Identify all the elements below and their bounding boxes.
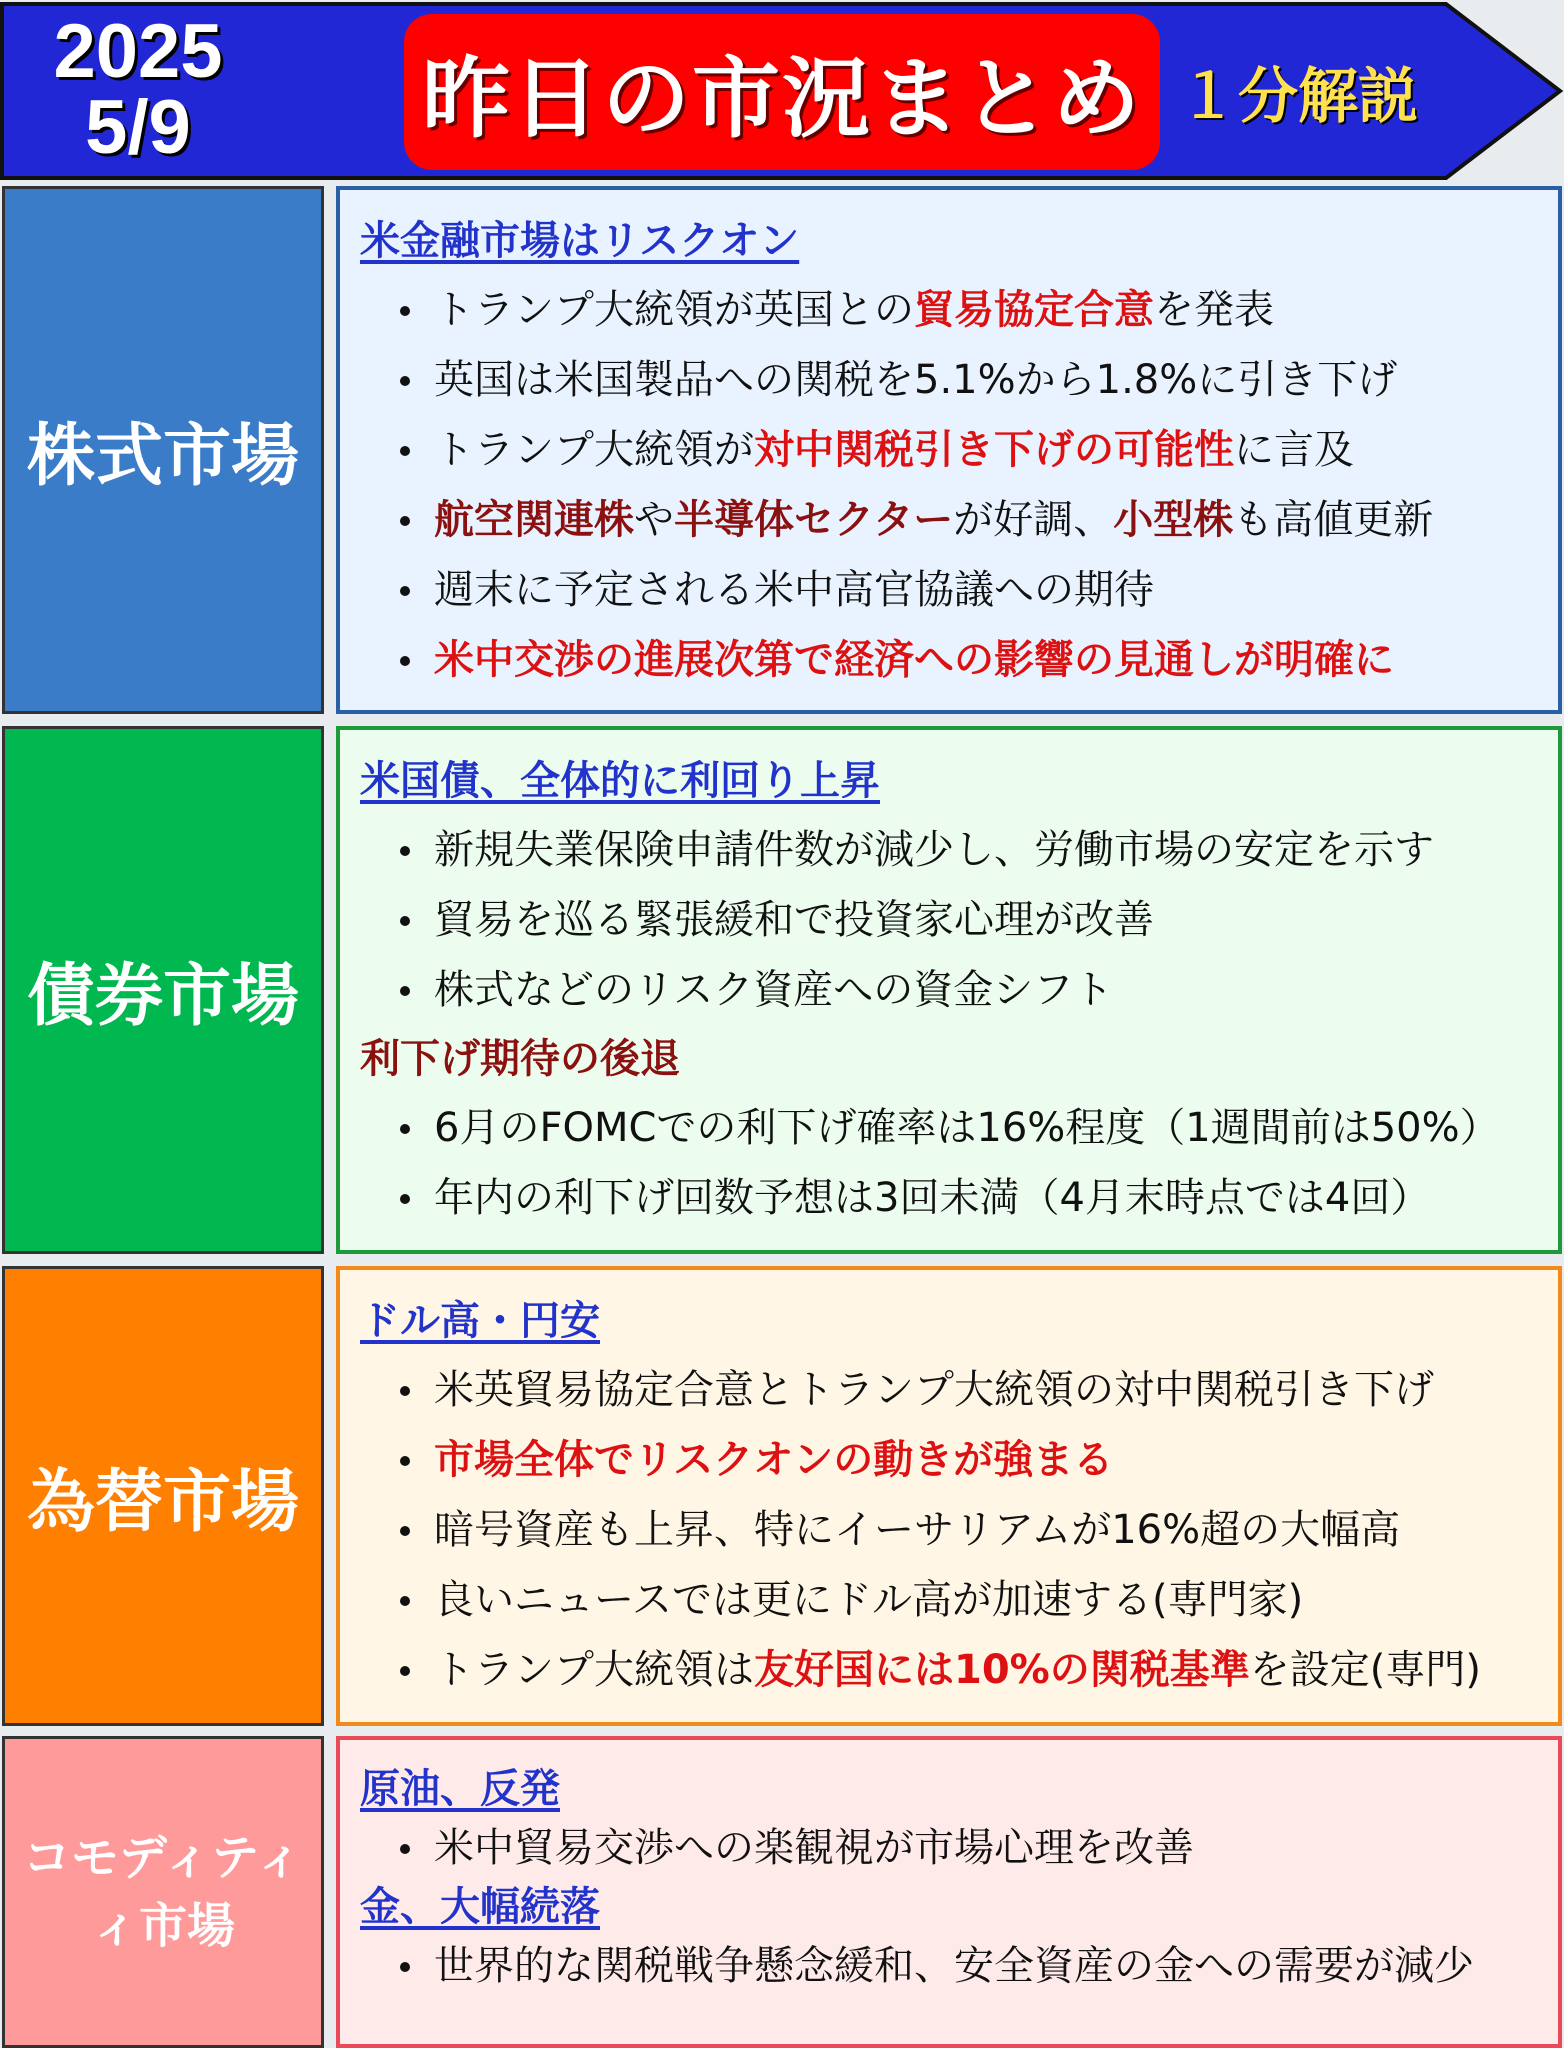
bond-content (336, 726, 1562, 1254)
commodity-label-line1: コモディティ (22, 1830, 304, 1886)
list-item: 週末に予定される米中高官協議への期待 (360, 562, 1538, 618)
bond-section (0, 726, 1564, 1254)
list-item: 新規失業保険申請件数が減少し、労働市場の安定を示す (360, 822, 1538, 878)
list-item: 暗号資産も上昇、特にイーサリアムが16%超の大幅高 (360, 1502, 1538, 1558)
list-item: 米英貿易協定合意とトランプ大統領の対中関税引き下げ (360, 1362, 1538, 1418)
list-item: 米中交渉の進展次第で経済への影響の見通しが明確に (360, 632, 1538, 688)
date-text: 5/9 (85, 85, 191, 170)
stock-heading: 米金融市場はリスクオン (360, 218, 800, 264)
stock-content (336, 186, 1562, 714)
date-block (18, 9, 258, 174)
fx-heading: ドル高・円安 (360, 1298, 600, 1344)
header-banner (0, 0, 1564, 182)
list-item: トランプ大統領が対中関税引き下げの可能性に言及 (360, 422, 1538, 478)
fx-label: 為替市場 (2, 1266, 324, 1726)
stock-label: 株式市場 (2, 186, 324, 714)
list-item: 年内の利下げ回数予想は3回未満（4月末時点では4回） (360, 1170, 1538, 1226)
stock-section (0, 186, 1564, 714)
bond-list-2 (360, 1100, 1538, 1226)
commodity-list (360, 1820, 1538, 1876)
commodity-heading: 原油、反発 (360, 1766, 560, 1812)
commodity-section (0, 1736, 1564, 2048)
bond-list (360, 822, 1538, 1018)
list-item: 世界的な関税戦争懸念緩和、安全資産の金への需要が減少 (360, 1938, 1538, 1994)
list-item: 米中貿易交渉への楽観視が市場心理を改善 (360, 1820, 1538, 1876)
bond-heading-2: 利下げ期待の後退 (360, 1036, 680, 1082)
list-item: 英国は米国製品への関税を5.1%から1.8%に引き下げ (360, 352, 1538, 408)
list-item: 良いニュースでは更にドル高が加速する(専門家) (360, 1572, 1538, 1628)
commodity-label (2, 1736, 324, 2048)
list-item: トランプ大統領は友好国には10%の関税基準を設定(専門) (360, 1642, 1538, 1698)
title-box (404, 14, 1160, 170)
list-item: 6月のFOMCでの利下げ確率は16%程度（1週間前は50%） (360, 1100, 1538, 1156)
list-item: 株式などのリスク資産への資金シフト (360, 962, 1538, 1018)
list-item: トランプ大統領が英国との貿易協定合意を発表 (360, 282, 1538, 338)
year-text: 2025 (53, 9, 223, 94)
list-item: 市場全体でリスクオンの動きが強まる (360, 1432, 1538, 1488)
fx-section (0, 1266, 1564, 1726)
fx-content (336, 1266, 1562, 1726)
commodity-content (336, 1736, 1562, 2048)
page-title: 昨日の市況まとめ (421, 47, 1142, 150)
fx-list (360, 1362, 1538, 1698)
bond-heading: 米国債、全体的に利回り上昇 (360, 758, 880, 804)
list-item: 航空関連株や半導体セクターが好調、小型株も高値更新 (360, 492, 1538, 548)
commodity-label-line2: ィ市場 (90, 1898, 235, 1954)
list-item: 貿易を巡る緊張緩和で投資家心理が改善 (360, 892, 1538, 948)
commodity-heading-2: 金、大幅続落 (360, 1884, 600, 1930)
stock-list (360, 282, 1538, 688)
commodity-list-2 (360, 1938, 1538, 1994)
subtitle: １分解説 (1178, 62, 1418, 132)
bond-label: 債券市場 (2, 726, 324, 1254)
